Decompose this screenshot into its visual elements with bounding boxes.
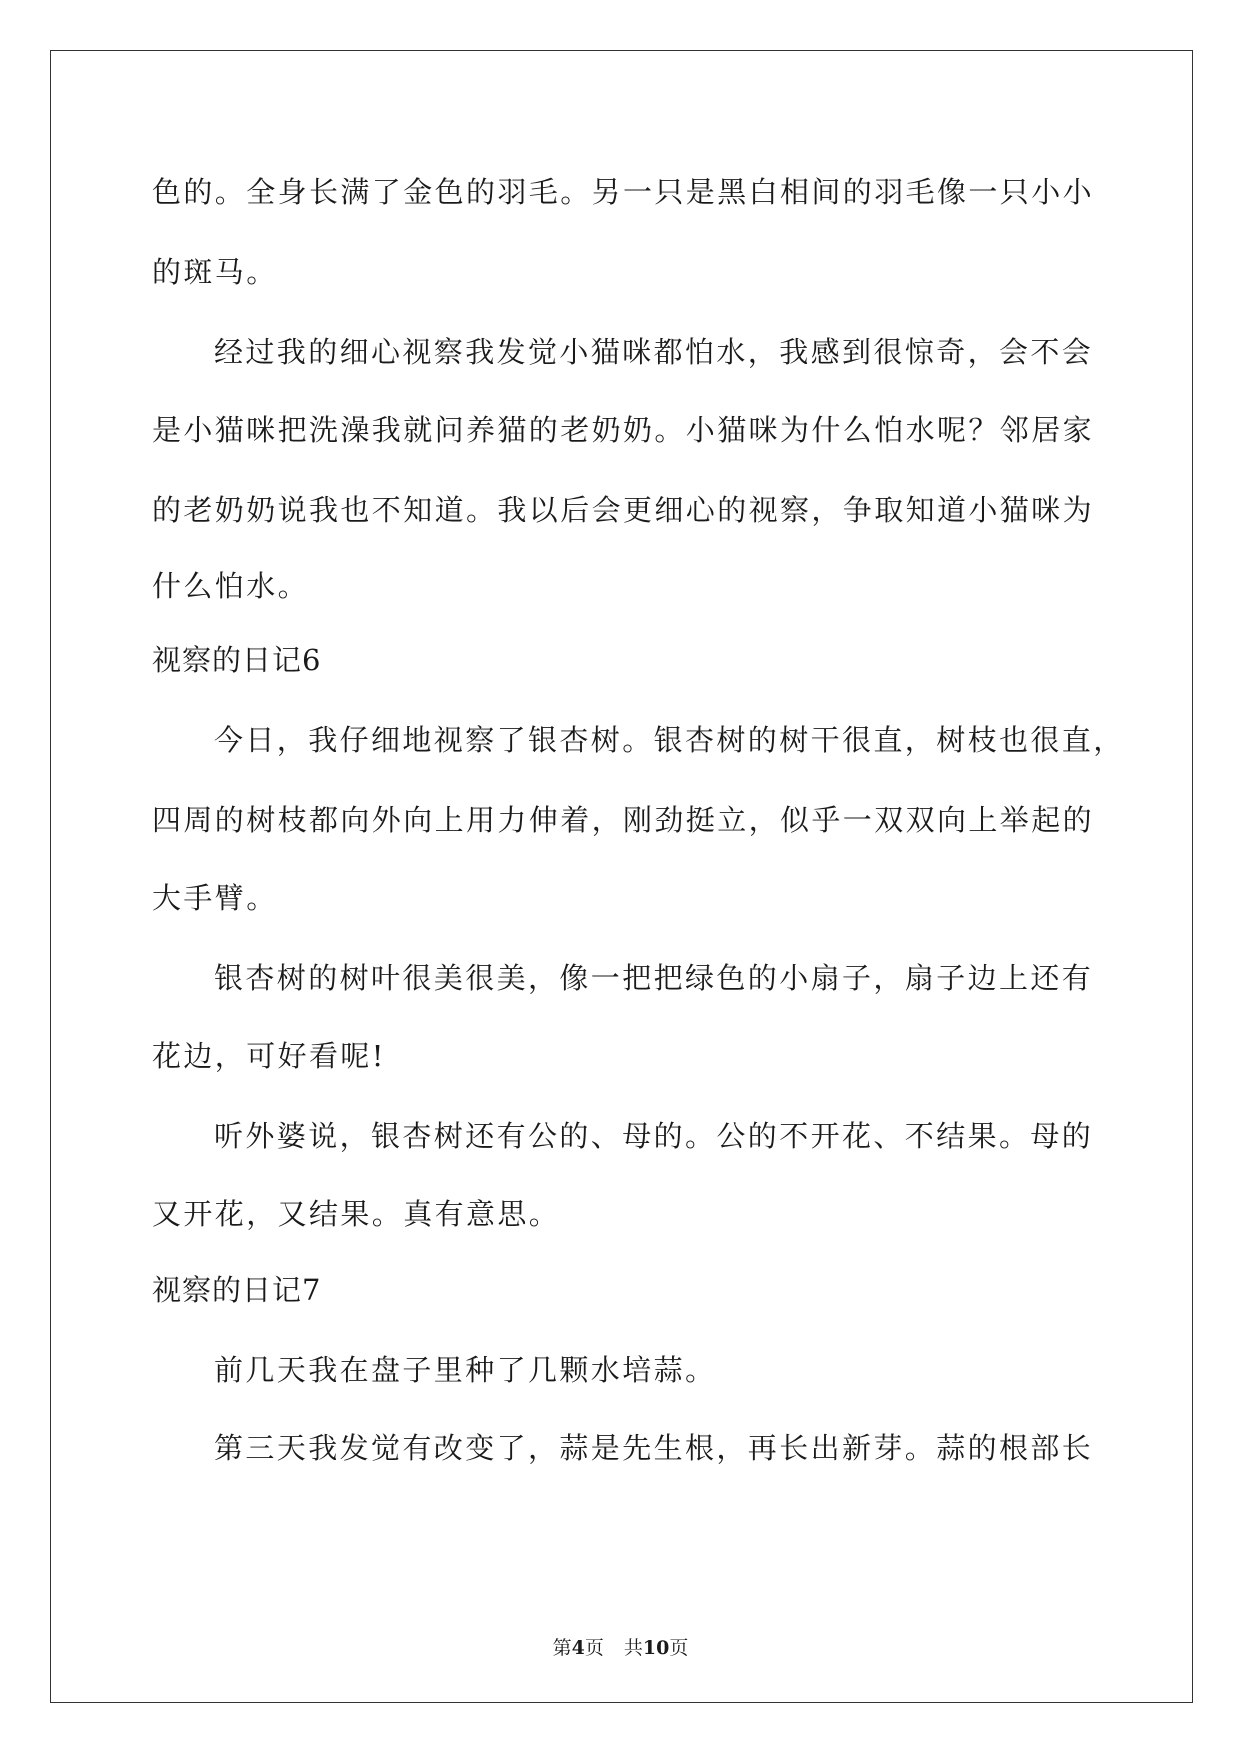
section-heading: 视察的日记6 [152,643,322,677]
page-footer [0,1636,1241,1660]
paragraph-line: 经过我的细心视察我发觉小猫咪都怕水，我感到很惊奇，会不会 [214,335,1094,369]
paragraph-line: 是小猫咪把洗澡我就问养猫的老奶奶。小猫咪为什么怕水呢？邻居家 [152,413,1095,447]
paragraph-line: 色的。全身长满了金色的羽毛。另一只是黑白相间的羽毛像一只小小 [152,175,1095,209]
paragraph-line: 今日，我仔细地视察了银杏树。银杏树的树干很直，树枝也很直， [214,723,1125,757]
footer-page-total: 10 [642,1637,670,1659]
paragraph-line: 银杏树的树叶很美很美，像一把把绿色的小扇子，扇子边上还有 [214,961,1094,995]
paragraph-line: 听外婆说，银杏树还有公的、母的。公的不开花、不结果。母的 [214,1119,1094,1153]
paragraph-line: 花边，可好看呢! [152,1039,386,1073]
paragraph-line: 前几天我在盘子里种了几颗水培蒜。 [214,1353,717,1387]
paragraph-line: 大手臂。 [152,881,278,915]
paragraph-line: 什么怕水。 [152,569,310,603]
paragraph-line: 四周的树枝都向外向上用力伸着，刚劲挺立，似乎一双双向上举起的 [152,803,1095,837]
footer-page-suffix: 页 [584,1637,604,1659]
paragraph-line: 又开花，又结果。真有意思。 [152,1197,561,1231]
footer-page-prefix: 第 [552,1637,572,1659]
paragraph-line: 的斑马。 [152,255,278,289]
footer-page-current: 4 [571,1637,585,1659]
footer-total-prefix: 共 [623,1637,643,1659]
section-heading: 视察的日记7 [152,1273,322,1307]
footer-total-suffix: 页 [669,1637,689,1659]
paragraph-line: 第三天我发觉有改变了，蒜是先生根，再长出新芽。蒜的根部长 [214,1431,1094,1465]
paragraph-line: 的老奶奶说我也不知道。我以后会更细心的视察，争取知道小猫咪为 [152,493,1095,527]
